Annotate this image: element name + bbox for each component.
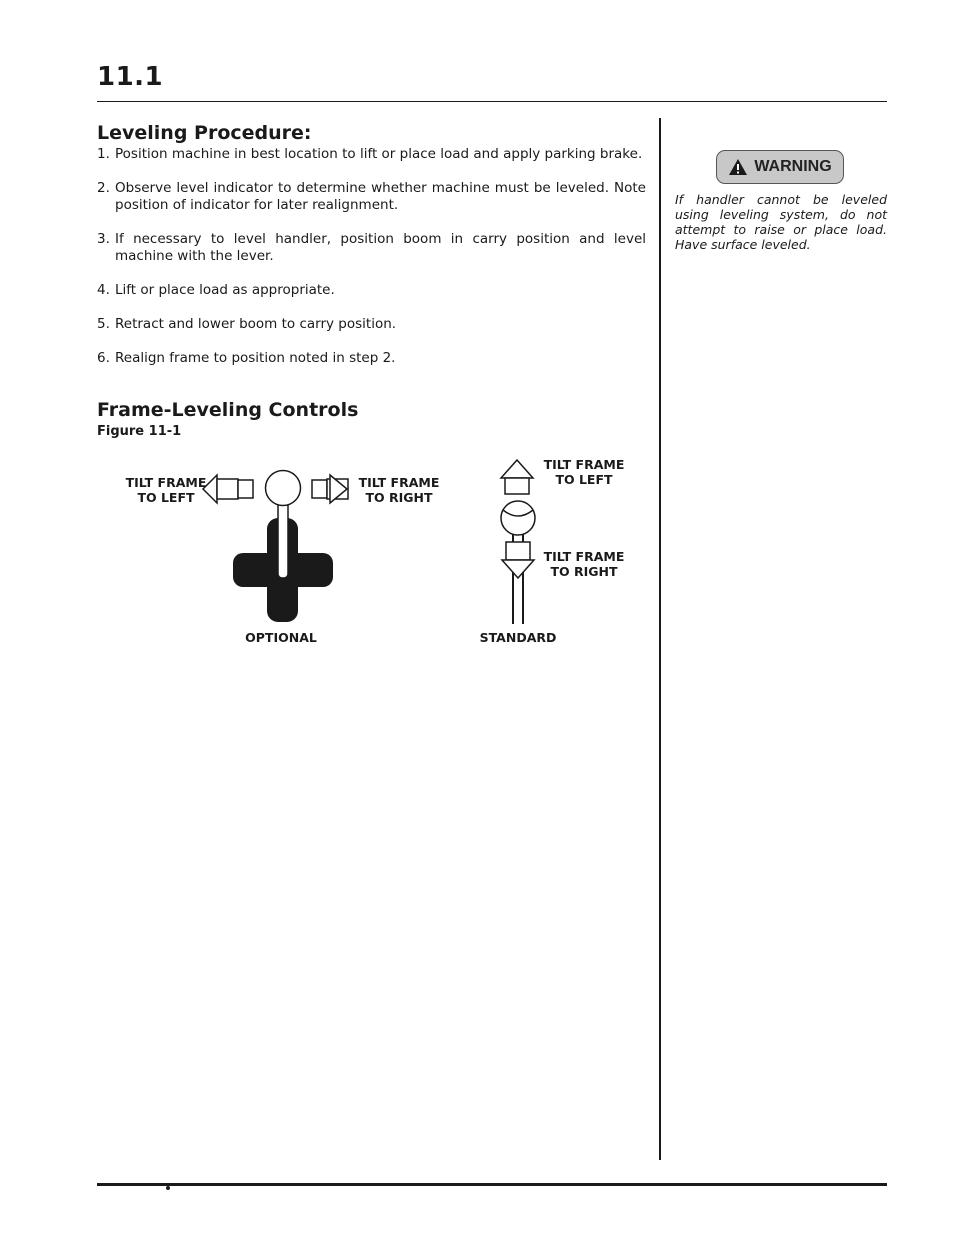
warning-label: WARNING: [754, 158, 832, 175]
optional-caption: OPTIONAL: [245, 630, 317, 645]
lever-knob: [266, 471, 301, 506]
step-item: [97, 316, 646, 333]
label-line: TO RIGHT: [365, 490, 433, 505]
lever-knob: [501, 501, 535, 535]
optional-lever-diagram: [203, 471, 348, 623]
standard-lever-diagram: [501, 460, 535, 624]
optional-right-label: [349, 475, 449, 505]
standard-caption: STANDARD: [479, 630, 557, 645]
step-item: [97, 231, 646, 265]
label-line: TILT FRAME: [358, 475, 440, 490]
standard-down-label: [534, 549, 634, 579]
standard-up-label: [534, 457, 634, 487]
step-text: Realign frame to position noted in step 2.: [115, 350, 396, 366]
column-divider: [659, 118, 661, 1160]
step-number: 2.: [97, 180, 110, 196]
label-line: TILT FRAME: [543, 457, 625, 472]
footer-bullet: [166, 1186, 170, 1190]
controls-heading: Frame-Leveling Controls: [97, 399, 359, 421]
optional-left-label: [116, 475, 216, 505]
label-line: TO LEFT: [137, 490, 195, 505]
step-number: 1.: [97, 146, 110, 162]
procedure-steps: [97, 146, 646, 367]
step-text: If necessary to level handler, position boom in carry position and level machine with the lever.: [115, 231, 646, 264]
step-text: Retract and lower boom to carry position.: [115, 316, 397, 332]
step-item: [97, 180, 646, 214]
label-line: TILT FRAME: [543, 549, 625, 564]
label-line: TILT FRAME: [125, 475, 207, 490]
lever-shaft: [278, 500, 288, 578]
bottom-rule: [97, 1183, 887, 1186]
arrow-up-icon: [501, 460, 533, 494]
step-text: Position machine in best location to lift or place load and apply parking brake.: [115, 146, 643, 162]
step-item: [97, 350, 646, 367]
arrow-down-icon: [502, 542, 534, 578]
step-item: [97, 146, 646, 163]
frame-leveling-figure: [100, 448, 640, 658]
top-rule: [97, 101, 887, 102]
warning-triangle-icon: [728, 158, 748, 176]
warning-text: If handler cannot be leveled using leveling system, do not attempt to raise or place load. Have surface leveled.: [675, 192, 887, 252]
step-text: Observe level indicator to determine whether machine must be leveled. Note position of indicator for later realignment.: [115, 180, 646, 213]
step-item: [97, 282, 646, 299]
arrow-right-icon: [312, 475, 348, 503]
label-line: TO RIGHT: [550, 564, 618, 579]
step-number: 4.: [97, 282, 110, 298]
section-number: 11.1: [97, 62, 164, 92]
step-number: 6.: [97, 350, 110, 366]
step-number: 5.: [97, 316, 110, 332]
step-number: 3.: [97, 231, 110, 247]
warning-badge: [716, 150, 844, 184]
procedure-heading: Leveling Procedure:: [97, 122, 312, 144]
step-text: Lift or place load as appropriate.: [115, 282, 335, 298]
figure-caption: Figure 11-1: [97, 424, 182, 439]
label-line: TO LEFT: [555, 472, 613, 487]
procedure-section: [97, 120, 646, 384]
